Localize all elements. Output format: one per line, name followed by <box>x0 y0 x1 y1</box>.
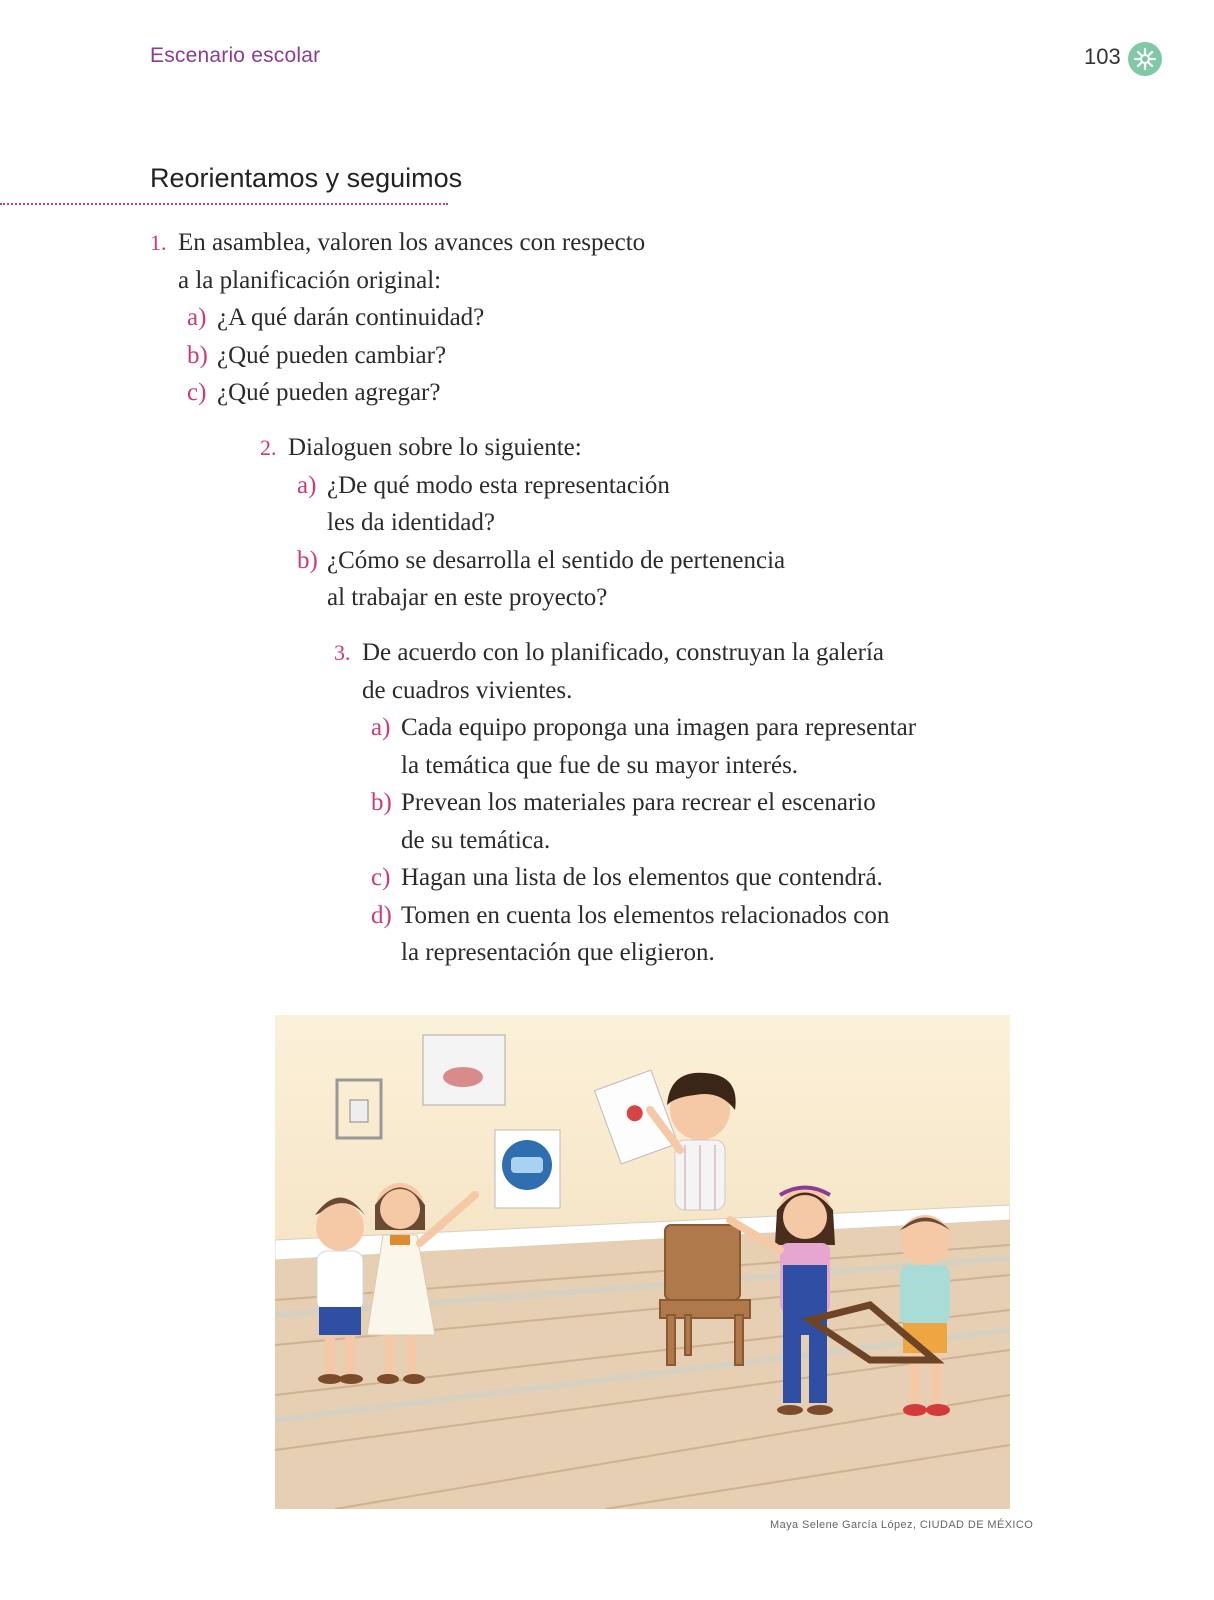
item-letter: c) <box>187 379 207 406</box>
item-letter: a) <box>187 304 207 331</box>
section-title: Reorientamos y seguimos <box>150 163 463 193</box>
item-text: de su temática. <box>401 826 551 854</box>
question-number: 2. <box>260 435 277 460</box>
item-text: ¿Qué pueden agregar? <box>217 379 441 406</box>
wall-picture-sketch <box>423 1035 505 1105</box>
credit-author: Maya Selene García López, <box>770 1519 917 1531</box>
item-text: la representación que eligieron. <box>401 939 715 966</box>
item-text: la temática que fue de su mayor interés. <box>401 751 799 779</box>
classroom-illustration <box>275 1015 1010 1509</box>
item-text: Hagan una lista de los elementos que contendrá. <box>401 864 883 891</box>
question-text: de cuadros vivientes. <box>362 676 573 704</box>
item-text: ¿Cómo se desarrolla el sentido de pertenencia <box>327 546 786 574</box>
item-letter: b) <box>371 789 392 816</box>
item-text: Prevean los materiales para recrear el escenario <box>401 789 876 816</box>
item-letter: c) <box>371 864 391 891</box>
credit-place: CIUDAD DE MÉXICO <box>919 1519 1034 1531</box>
item-text: al trabajar en este proyecto? <box>327 584 608 611</box>
question-text: Dialoguen sobre lo siguiente: <box>288 434 582 461</box>
wall-picture-mask <box>495 1130 560 1208</box>
running-header: Escenario escolar <box>150 44 321 67</box>
question-number: 1. <box>150 230 167 255</box>
item-text: ¿A qué darán continuidad? <box>217 304 485 331</box>
item-letter: a) <box>297 471 317 499</box>
question-number: 3. <box>334 640 351 665</box>
title-underline <box>0 203 448 205</box>
item-letter: d) <box>371 901 392 929</box>
item-text: Cada equipo proponga una imagen para representar <box>401 714 917 741</box>
question-2 <box>260 429 785 617</box>
item-letter: b) <box>297 546 318 574</box>
question-3 <box>334 634 916 972</box>
item-text: ¿Qué pueden cambiar? <box>217 341 447 369</box>
item-letter: b) <box>187 341 208 369</box>
item-text: Tomen en cuenta los elementos relacionados con <box>401 901 890 929</box>
question-text: a la planificación original: <box>178 266 442 294</box>
item-text: ¿De qué modo esta representación <box>327 471 670 499</box>
question-1 <box>150 224 645 412</box>
page-number: 103 <box>1084 44 1121 69</box>
item-text: les da identidad? <box>327 509 495 536</box>
illustration-credit <box>770 1519 1033 1531</box>
flower-badge-icon <box>1128 42 1162 76</box>
question-text: En asamblea, valoren los avances con respecto <box>178 229 646 256</box>
item-letter: a) <box>371 714 391 741</box>
question-text: De acuerdo con lo planificado, construyan la galería <box>362 639 884 666</box>
